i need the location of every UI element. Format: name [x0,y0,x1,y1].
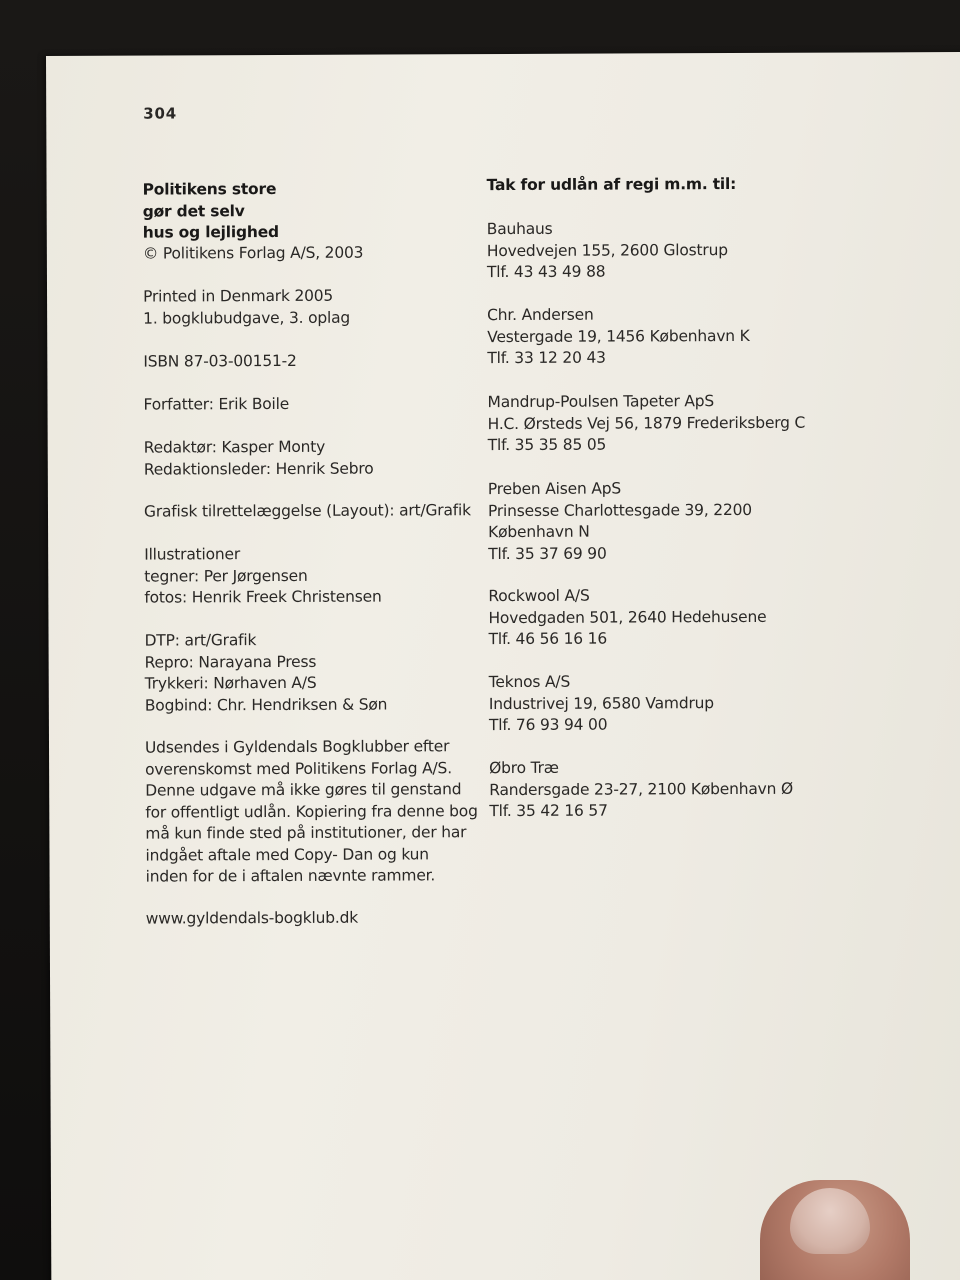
lender-entry [487,304,750,370]
lender-address: Hovedgaden 501, 2640 Hedehusene [488,607,767,627]
lender-entry [488,585,766,651]
illustration-credits [144,544,381,610]
lender-address: Prinsesse Charlottesgade 39, 2200 [487,500,752,520]
notice-line: inden for de i aftalen nævnte rammer. [145,866,436,886]
notice-line: for offentligt udlån. Kopiering fra denne bog [145,801,478,822]
lender-address: Industrivej 19, 6580 Vamdrup [488,693,714,713]
lender-entry [487,218,728,284]
lender-name: Bauhaus [486,219,553,239]
distribution-notice [145,736,478,888]
lender-phone: Tlf. 35 35 85 05 [487,435,607,455]
production-credits [145,630,388,717]
lender-name: Mandrup-Poulsen Tapeter ApS [487,392,715,412]
lender-phone: Tlf. 46 56 16 16 [488,629,608,649]
lender-name: Chr. Andersen [487,305,594,325]
lender-entry [488,478,752,565]
lender-name: Øbro Træ [489,758,559,778]
lender-phone: Tlf. 35 42 16 57 [489,801,608,821]
book-page [46,52,960,1280]
notice-line: indgået aftale med Copy- Dan og kun [145,844,429,865]
book-title-line: Politikens store [142,179,277,199]
page-number: 304 [143,104,178,123]
lender-phone: Tlf. 43 43 49 88 [486,262,606,282]
thanks-heading: Tak for udlån af regi m.m. til: [486,174,737,195]
lender-name: Teknos A/S [488,672,571,692]
lender-phone: Tlf. 76 93 94 00 [488,715,608,735]
book-title-line: gør det selv [142,201,245,221]
production-line: Bogbind: Chr. Hendriksen & Søn [144,695,388,715]
printing-line: 1. bogklubudgave, 3. oplag [143,308,351,328]
editor-line: Redaktør: Kasper Monty [143,437,326,457]
lender-phone: Tlf. 35 37 69 90 [488,544,607,563]
editors [144,437,374,481]
production-line: DTP: art/Grafik [144,631,257,650]
copyright-line: © Politikens Forlag A/S, 2003 [142,243,364,263]
lender-entry [487,391,805,457]
book-title-line: hus og lejlighed [142,222,279,242]
lender-name: Rockwool A/S [488,586,590,606]
notice-line: Udsendes i Gyldendals Bogklubber efter [144,737,450,757]
notice-line: må kun finde sted på institutioner, der har [145,823,467,843]
notice-line: overenskomst med Politikens Forlag A/S. [145,758,452,779]
lender-entry [489,671,714,736]
website-url: www.gyldendals-bogklub.dk [145,908,359,928]
notice-line: Denne udgave må ikke gøres til genstand [145,780,462,800]
printing-line: Printed in Denmark 2005 [143,286,334,306]
layout-credit: Grafisk tilrettelæggelse (Layout): art/Grafik [143,501,471,521]
isbn: ISBN 87-03-00151-2 [143,351,297,371]
lender-address: Hovedvejen 155, 2600 Glostrup [486,240,728,260]
illustration-line: fotos: Henrik Freek Christensen [144,587,382,607]
editor-line: Redaktionsleder: Henrik Sebro [143,459,374,479]
book-title [143,179,279,244]
lender-name: Preben Aisen ApS [487,479,622,499]
printing-info [143,286,350,330]
lender-phone: Tlf. 33 12 20 43 [487,348,606,368]
lender-address: H.C. Ørsteds Vej 56, 1879 Frederiksberg C [487,413,806,433]
author: Forfatter: Erik Boile [143,394,290,414]
lender-address: Randersgade 23-27, 2100 København Ø [489,779,794,799]
illustration-line: Illustrationer [144,545,241,564]
production-line: Trykkeri: Nørhaven A/S [144,673,317,693]
lender-address: København N [488,522,590,542]
illustration-line: tegner: Per Jørgensen [144,566,308,586]
lender-address: Vestergade 19, 1456 København K [487,326,750,346]
lender-entry [489,757,793,823]
production-line: Repro: Narayana Press [144,652,317,672]
